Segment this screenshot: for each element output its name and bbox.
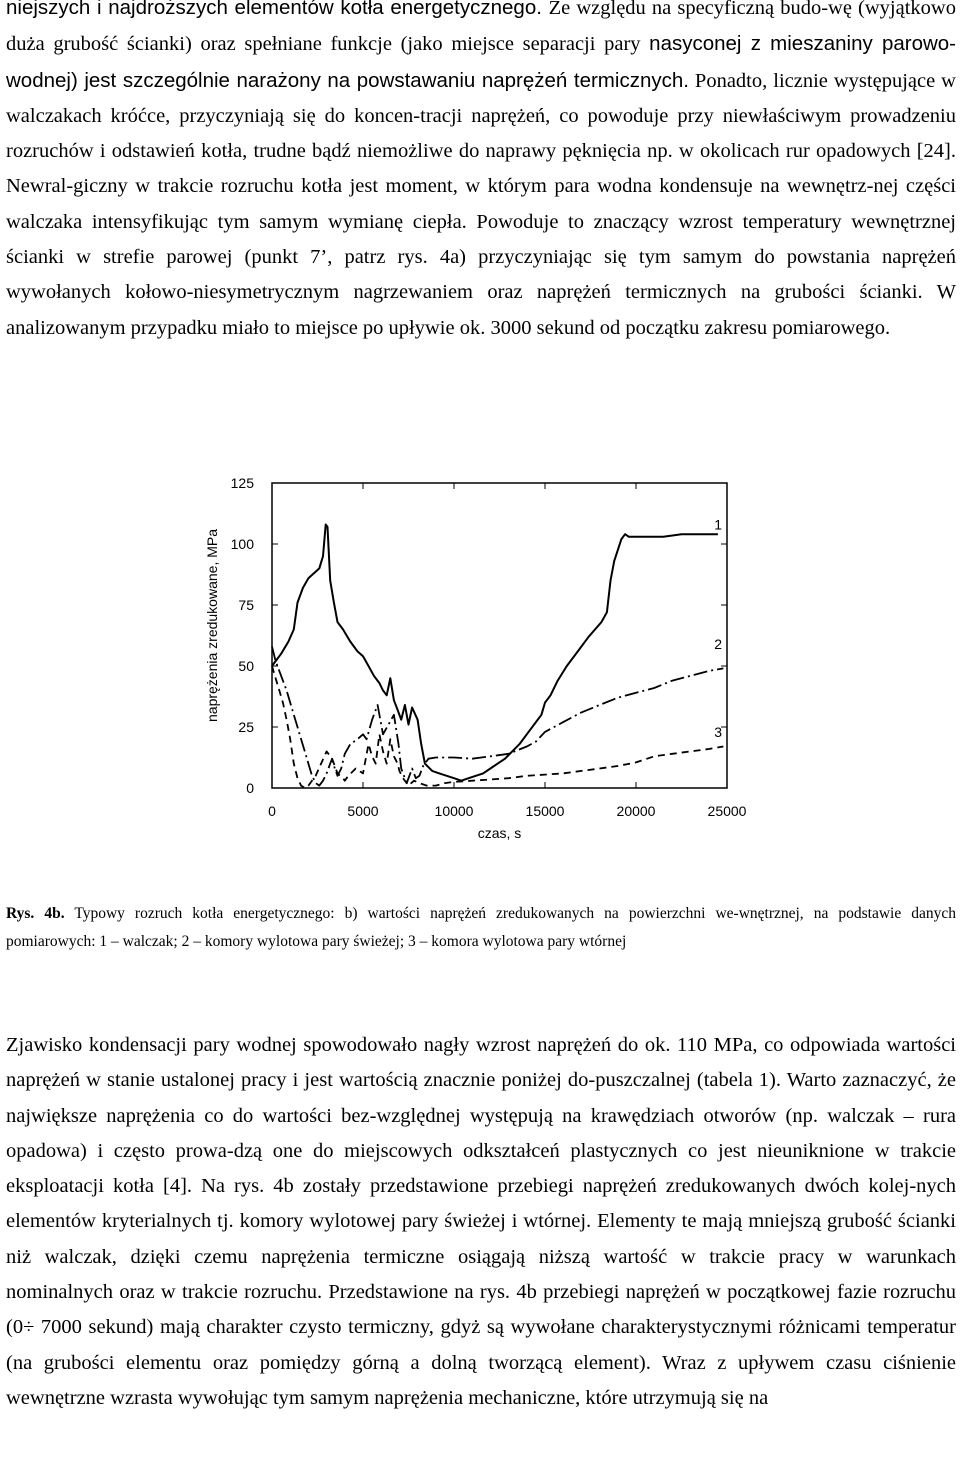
- x-tick-label: 0: [268, 803, 276, 819]
- series-label-3: 3: [714, 723, 723, 740]
- top-text-sans-2: nasyconej z mieszaniny parowo-wodnej) jest szczególnie narażony na powstawaniu naprężeń termicznych.: [6, 32, 957, 92]
- series-label-2: 2: [714, 635, 723, 652]
- x-tick-label: 25000: [707, 803, 747, 819]
- x-tick-label: 5000: [347, 803, 379, 819]
- top-paragraph: [6, 0, 956, 346]
- y-tick-label: 0: [246, 780, 254, 796]
- x-tick-label: 15000: [525, 803, 565, 819]
- x-tick-label: 20000: [616, 803, 656, 819]
- series-label-1: 1: [714, 516, 723, 533]
- y-tick-label: 100: [230, 536, 254, 552]
- top-text-serif-1: Ze względu na specyficzną budo-wę (wyjątkowo duża grubość ścianki) oraz spełniane funkcje (jako miejsce separacji pary: [6, 0, 956, 56]
- y-axis-label: naprężenia zredukowane, MPa: [204, 528, 220, 723]
- top-text-sans-1: niejszych i najdroższych elementów kotła energetycznego.: [6, 0, 549, 19]
- top-text-serif-2: Ponadto, licznie występujące w walczakach króćce, przyczyniają się do koncen-tracji naprężeń, co powoduje przy niewłaściwym prowadzeniu rozruchów i odstawień kotła, trudne bądź niemożliwe do naprawy pęknięcia np. w okolicach rur opadowych [24]. Newral-giczny w trakcie rozruchu kotła jest moment, w którym para wodna kondensuje na wewnętrz-nej części walczaka intensyfikując tym samym wymianę ciepła. Powoduje to znaczący wzrost temperatury wewnętrznej ścianki w strefie parowej (punkt 7’, patrz rys. 4a) przyczyniając się tym samym do powstania naprężeń wywołanych kołowo-niesymetrycznym nagrzewaniem oraz naprężeń termicznych na grubości ścianki. W analizowanym przypadku miało to miejsce po upływie ok. 3000 sekund od początku zakresu pomiarowego.: [6, 69, 956, 339]
- y-tick-label: 50: [238, 658, 254, 674]
- y-tick-label: 125: [230, 475, 254, 491]
- bottom-paragraph: Zjawisko kondensacji pary wodnej spowodowało nagły wzrost naprężeń do ok. 110 MPa, co odpowiada wartości naprężeń w stanie ustalonej pracy i jest wartością znacznie poniżej do-puszczalnej (tabela 1). Warto zaznaczyć, że największe naprężenia co do wartości bez-względnej występują na krawędziach otworów (np. walczak – rura opadowa) i często prowa-dzą one do miejscowych odkształceń plastycznych co jest nieuniknione w trakcie eksploatacji kotła [4]. Na rys. 4b zostały przedstawione przebiegi naprężeń zredukowanych dwóch kolej-nych elementów kryterialnych tj. komory wylotowej pary świeżej i wtórnej. Elementy te mają mniejszą grubość ścianki niż walczak, dzięki czemu naprężenia termiczne osiągają niższą wartość w trakcie pracy w warunkach nominalnych oraz w trakcie rozruchu. Przedstawione na rys. 4b przebiegi naprężeń w początkowej fazie rozruchu (0÷ 7000 sekund) mają charakter czysto termiczny, gdyż są wywołane charakterystycznymi różnicami temperatur (na grubości elementu oraz pomiędzy górną a dolną tworzącą element). Wraz z upływem czasu ciśnienie wewnętrzne wzrasta wywołując tym samym naprężenia mechaniczne, które utrzymują się na: [6, 1034, 956, 1409]
- y-tick-label: 25: [238, 719, 254, 735]
- y-tick-label: 75: [238, 597, 254, 613]
- plot-frame: [272, 483, 727, 788]
- series-1-line: [272, 525, 718, 781]
- caption-label: Rys. 4b.: [6, 905, 65, 922]
- x-axis-label: czas, s: [477, 825, 522, 841]
- caption-text: Typowy rozruch kotła energetycznego: b) wartości naprężeń zredukowanych na powierzchni we-wnętrznej, na podstawie danych pomiarowych: 1 – walczak; 2 – komory wylotowa pary świeżej; 3 – komora wylotowa pary wtórnej: [6, 905, 956, 950]
- stress-chart: [200, 468, 780, 868]
- figure-caption: [6, 900, 956, 956]
- x-tick-label: 10000: [434, 803, 474, 819]
